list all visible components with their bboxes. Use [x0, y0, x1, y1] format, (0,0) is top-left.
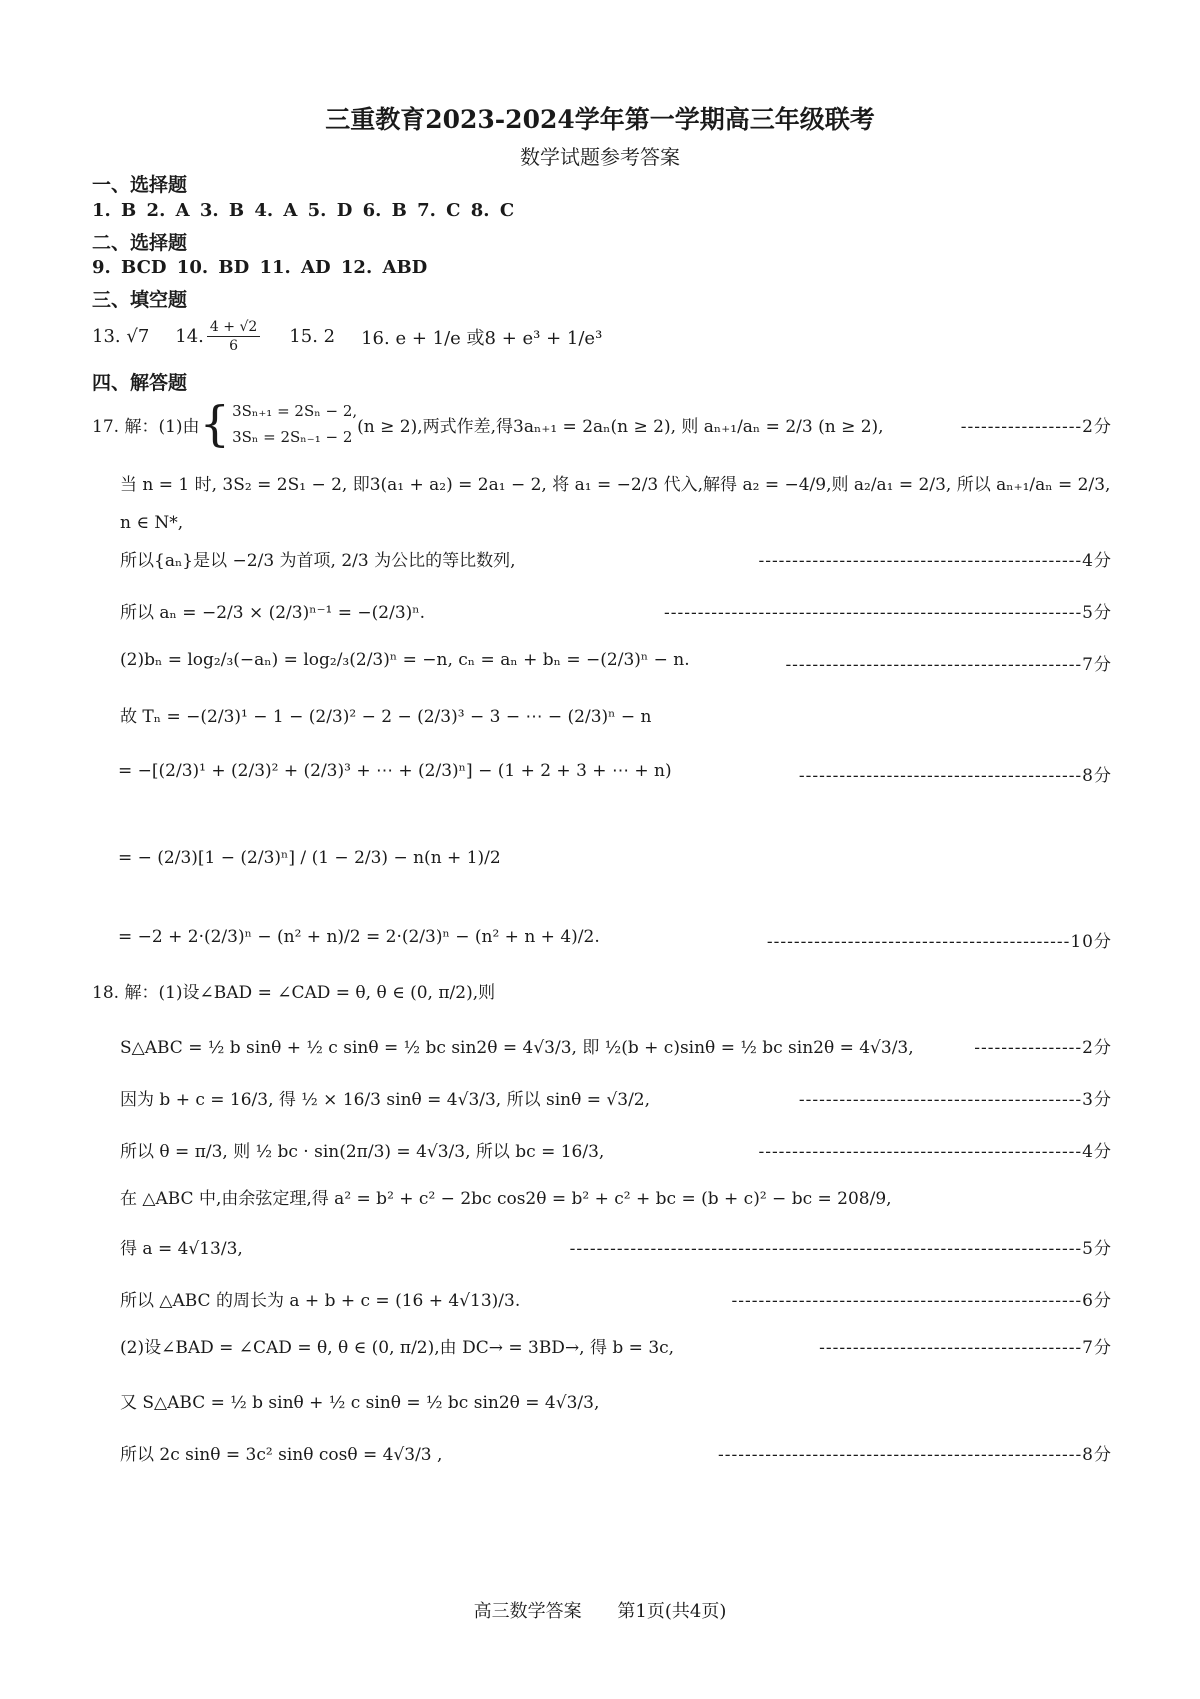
score-mark: ------------------------------------------3分: [798, 1090, 1112, 1110]
score-mark: ---------------------------------------------10分: [766, 932, 1112, 952]
q18-line-8: (2)设∠BAD = ∠CAD = θ, θ ∈ (0, π/2),由 DC→ = 3BD→, 得 b = 3c,: [120, 1338, 675, 1358]
answer-14-denominator: 6: [229, 338, 239, 354]
score-mark: ---------------------------------------7分: [819, 1338, 1112, 1358]
page-number: 第1页(共4页): [617, 1601, 727, 1622]
score-mark: --------------------------------------------------------------5分: [664, 603, 1112, 623]
footer-subject: 高三数学答案: [473, 1601, 582, 1622]
q17-intro: 17. 解：(1)由: [92, 416, 200, 437]
score-mark: ------------------------------------------------------8分: [718, 1445, 1112, 1465]
q17-line-1: [92, 398, 884, 450]
answer-15: 15. 2: [289, 326, 336, 347]
score-mark: ----------------------------------------------------6分: [731, 1291, 1112, 1311]
answer-14: [175, 318, 263, 355]
choice-answers: 1. B 2. A 3. B 4. A 5. D 6. B 7. C 8. C: [92, 200, 515, 221]
score-mark: ----------------------------------------------------------------------------5分: [569, 1239, 1112, 1259]
equation-system: [232, 398, 357, 450]
q17-line-3: n ∈ N*,: [120, 513, 184, 533]
section-heading-fill: 三、填空题: [92, 289, 188, 311]
q17-line-10: = −2 + 2·(2/3)ⁿ − (n² + n)/2 = 2·(2/3)ⁿ − (n² + n + 4)/2.: [118, 927, 600, 947]
q18-line-3: 因为 b + c = 16/3, 得 ½ × 16/3 sinθ = 4√3/3, 所以 sinθ = √3/2,: [120, 1090, 651, 1110]
q18-line-4: 所以 θ = π/3, 则 ½ bc · sin(2π/3) = 4√3/3, 所以 bc = 16/3,: [120, 1142, 605, 1162]
q17-line-8: = −[(2/3)¹ + (2/3)² + (2/3)³ + ⋯ + (2/3)ⁿ] − (1 + 2 + 3 + ⋯ + n): [118, 761, 672, 781]
score-mark: ------------------------------------------8分: [798, 766, 1112, 786]
answer-14-label: 14.: [175, 326, 204, 347]
score-mark: ------------------2分: [960, 417, 1112, 437]
q17-line-2: 当 n = 1 时, 3S₂ = 2S₁ − 2, 即3(a₁ + a₂) = 2a₁ − 2, 将 a₁ = −2/3 代入,解得 a₂ = −4/9,则 a₂/a₁ = 2/3, 所以 aₙ₊₁/aₙ = 2/3,: [120, 475, 1111, 495]
section-heading-solutions: 四、解答题: [92, 372, 188, 394]
fill-answers: [92, 318, 602, 355]
score-mark: ------------------------------------------------4分: [758, 551, 1112, 571]
section-heading-multi: 二、选择题: [92, 232, 188, 254]
system-eq-2: 3Sₙ = 2Sₙ₋₁ − 2: [232, 428, 353, 446]
page-title: 三重教育2023-2024学年第一学期高三年级联考: [325, 105, 875, 134]
q18-line-6: 得 a = 4√13/3,: [120, 1239, 243, 1259]
answer-14-fraction: [207, 318, 260, 355]
q18-line-1: 18. 解：(1)设∠BAD = ∠CAD = θ, θ ∈ (0, π/2),则: [92, 983, 496, 1003]
q17-line-1-rest: (n ≥ 2),两式作差,得3aₙ₊₁ = 2aₙ(n ≥ 2), 则 aₙ₊₁/aₙ = 2/3 (n ≥ 2),: [357, 416, 884, 437]
multi-answers: 9. BCD 10. BD 11. AD 12. ABD: [92, 257, 428, 278]
score-mark: ----------------2分: [974, 1038, 1112, 1058]
system-eq-1: 3Sₙ₊₁ = 2Sₙ − 2,: [232, 402, 358, 420]
section-heading-choice: 一、选择题: [92, 174, 188, 196]
page-footer: [0, 1597, 1200, 1623]
score-mark: --------------------------------------------7分: [785, 655, 1112, 675]
q18-line-2: S△ABC = ½ b sinθ + ½ c sinθ = ½ bc sin2θ = 4√3/3, 即 ½(b + c)sinθ = ½ bc sin2θ = 4√3/3,: [120, 1038, 914, 1058]
q18-line-9: 又 S△ABC = ½ b sinθ + ½ c sinθ = ½ bc sin2θ = 4√3/3,: [120, 1393, 600, 1413]
answer-13: 13. √7: [92, 326, 150, 347]
system-brace: {: [199, 396, 231, 452]
q17-line-4: 所以{aₙ}是以 −2/3 为首项, 2/3 为公比的等比数列,: [120, 551, 516, 571]
q18-line-5: 在 △ABC 中,由余弦定理,得 a² = b² + c² − 2bc cos2θ = b² + c² + bc = (b + c)² − bc = 208/9,: [120, 1189, 892, 1209]
q17-line-5: 所以 aₙ = −2/3 × (2/3)ⁿ⁻¹ = −(2/3)ⁿ.: [120, 603, 426, 623]
answer-16: 16. e + 1/e 或8 + e³ + 1/e³: [361, 327, 603, 349]
q18-line-7: 所以 △ABC 的周长为 a + b + c = (16 + 4√13)/3.: [120, 1291, 521, 1311]
q17-line-9: = − (2/3)[1 − (2/3)ⁿ] / (1 − 2/3) − n(n + 1)/2: [118, 848, 501, 868]
q17-line-6: (2)bₙ = log₂/₃(−aₙ) = log₂/₃(2/3)ⁿ = −n, cₙ = aₙ + bₙ = −(2/3)ⁿ − n.: [120, 650, 690, 670]
q18-line-10: 所以 2c sinθ = 3c² sinθ cosθ = 4√3/3 ,: [120, 1445, 443, 1465]
q17-line-7: 故 Tₙ = −(2/3)¹ − 1 − (2/3)² − 2 − (2/3)³ − 3 − ⋯ − (2/3)ⁿ − n: [120, 707, 652, 727]
answer-14-numerator: 4 + √2: [207, 318, 260, 337]
page-subtitle: 数学试题参考答案: [520, 145, 680, 169]
score-mark: ------------------------------------------------4分: [758, 1142, 1112, 1162]
